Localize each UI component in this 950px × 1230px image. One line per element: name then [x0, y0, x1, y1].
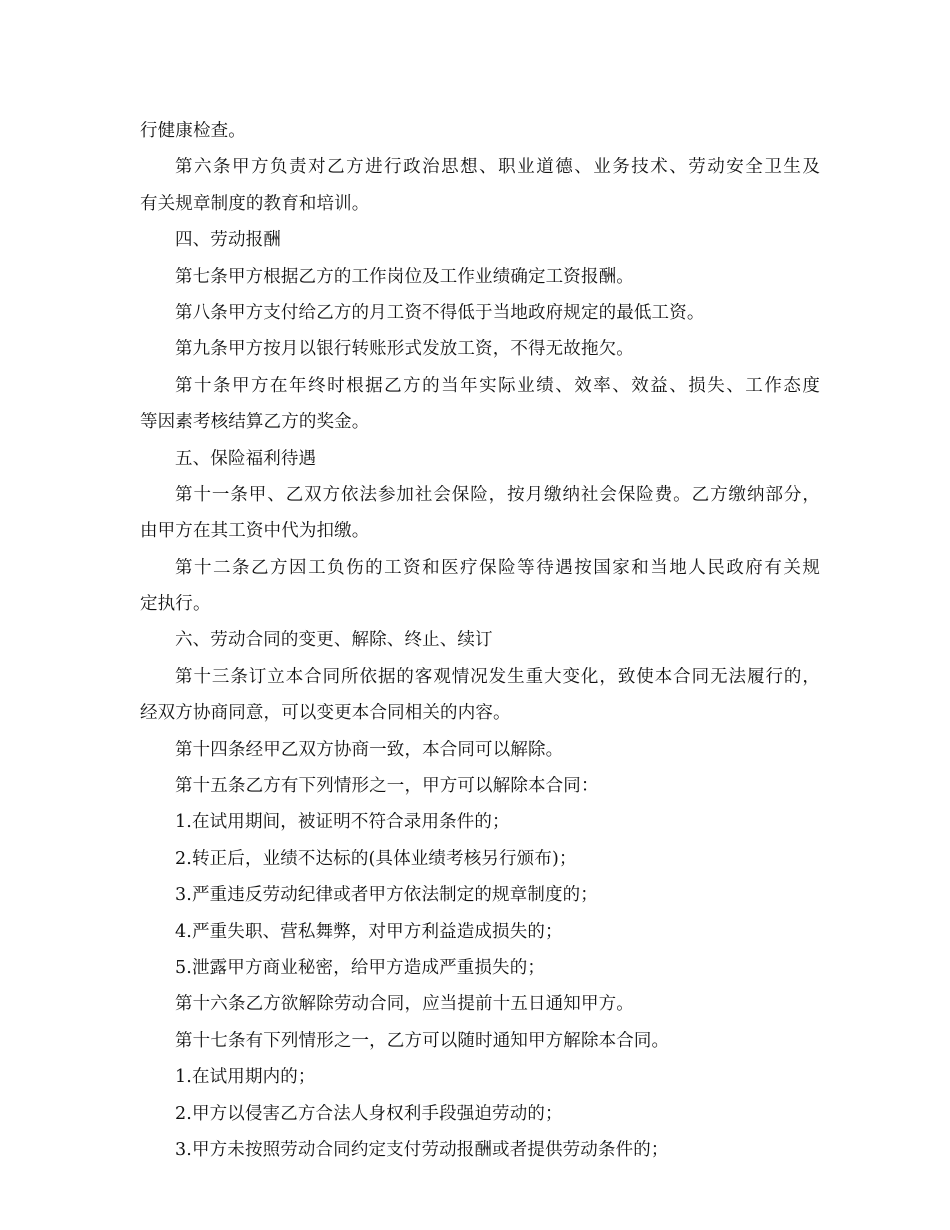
section-heading-labor-pay: 四、劳动报酬 — [175, 230, 281, 251]
text-line-11: 第十一条甲、乙双方依法参加社会保险，按月缴纳社会保险费。乙方缴纳部分， — [175, 484, 820, 505]
text-line-3: 有关规章制度的教育和培训。 — [140, 193, 370, 214]
list-item-2: 2.转正后，业绩不达标的(具体业绩考核另行颁布)； — [175, 848, 577, 869]
text-line-19: 第十五条乙方有下列情形之一，甲方可以解除本合同： — [175, 776, 599, 797]
section-heading-insurance: 五、保险福利待遇 — [175, 448, 317, 469]
list-item-1: 1.在试用期间，被证明不符合录用条件的； — [175, 812, 510, 833]
list-item-6: 1.在试用期内的； — [175, 1067, 316, 1088]
section-heading-contract-changes: 六、劳动合同的变更、解除、终止、续订 — [175, 630, 493, 651]
text-line-16: 第十三条订立本合同所依据的客观情况发生重大变化，致使本合同无法履行的， — [175, 666, 820, 687]
text-line-14: 定执行。 — [140, 594, 211, 615]
list-item-5: 5.泄露甲方商业秘密，给甲方造成严重损失的； — [175, 957, 545, 978]
list-item-3: 3.严重违反劳动纪律或者甲方依法制定的规章制度的； — [175, 885, 598, 906]
text-line-1: 行健康检查。 — [140, 121, 246, 141]
text-line-2: 第六条甲方负责对乙方进行政治思想、职业道德、业务技术、劳动安全卫生及 — [175, 157, 820, 178]
text-line-8: 第十条甲方在年终时根据乙方的当年实际业绩、效率、效益、损失、工作态度 — [175, 375, 820, 396]
list-item-7: 2.甲方以侵害乙方合法人身权利手段强迫劳动的； — [175, 1103, 563, 1124]
text-line-6: 第八条甲方支付给乙方的月工资不得低于当地政府规定的最低工资。 — [175, 302, 705, 323]
text-line-5: 第七条甲方根据乙方的工作岗位及工作业绩确定工资报酬。 — [175, 266, 634, 287]
text-line-7: 第九条甲方按月以银行转账形式发放工资，不得无故拖欠。 — [175, 339, 634, 360]
text-line-13: 第十二条乙方因工负伤的工资和医疗保险等待遇按国家和当地人民政府有关规 — [175, 557, 820, 578]
list-item-8: 3.甲方未按照劳动合同约定支付劳动报酬或者提供劳动条件的； — [175, 1139, 669, 1160]
list-item-4: 4.严重失职、营私舞弊，对甲方利益造成损失的； — [175, 921, 563, 942]
text-line-17: 经双方协商同意，可以变更本合同相关的内容。 — [140, 703, 511, 724]
text-line-12: 由甲方在其工资中代为扣缴。 — [140, 521, 370, 542]
text-line-9: 等因素考核结算乙方的奖金。 — [140, 412, 370, 433]
text-line-26: 第十七条有下列情形之一，乙方可以随时通知甲方解除本合同。 — [175, 1030, 670, 1051]
document-body — [140, 113, 820, 1168]
text-line-18: 第十四条经甲乙双方协商一致，本合同可以解除。 — [175, 739, 564, 760]
text-line-25: 第十六条乙方欲解除劳动合同，应当提前十五日通知甲方。 — [175, 994, 634, 1015]
